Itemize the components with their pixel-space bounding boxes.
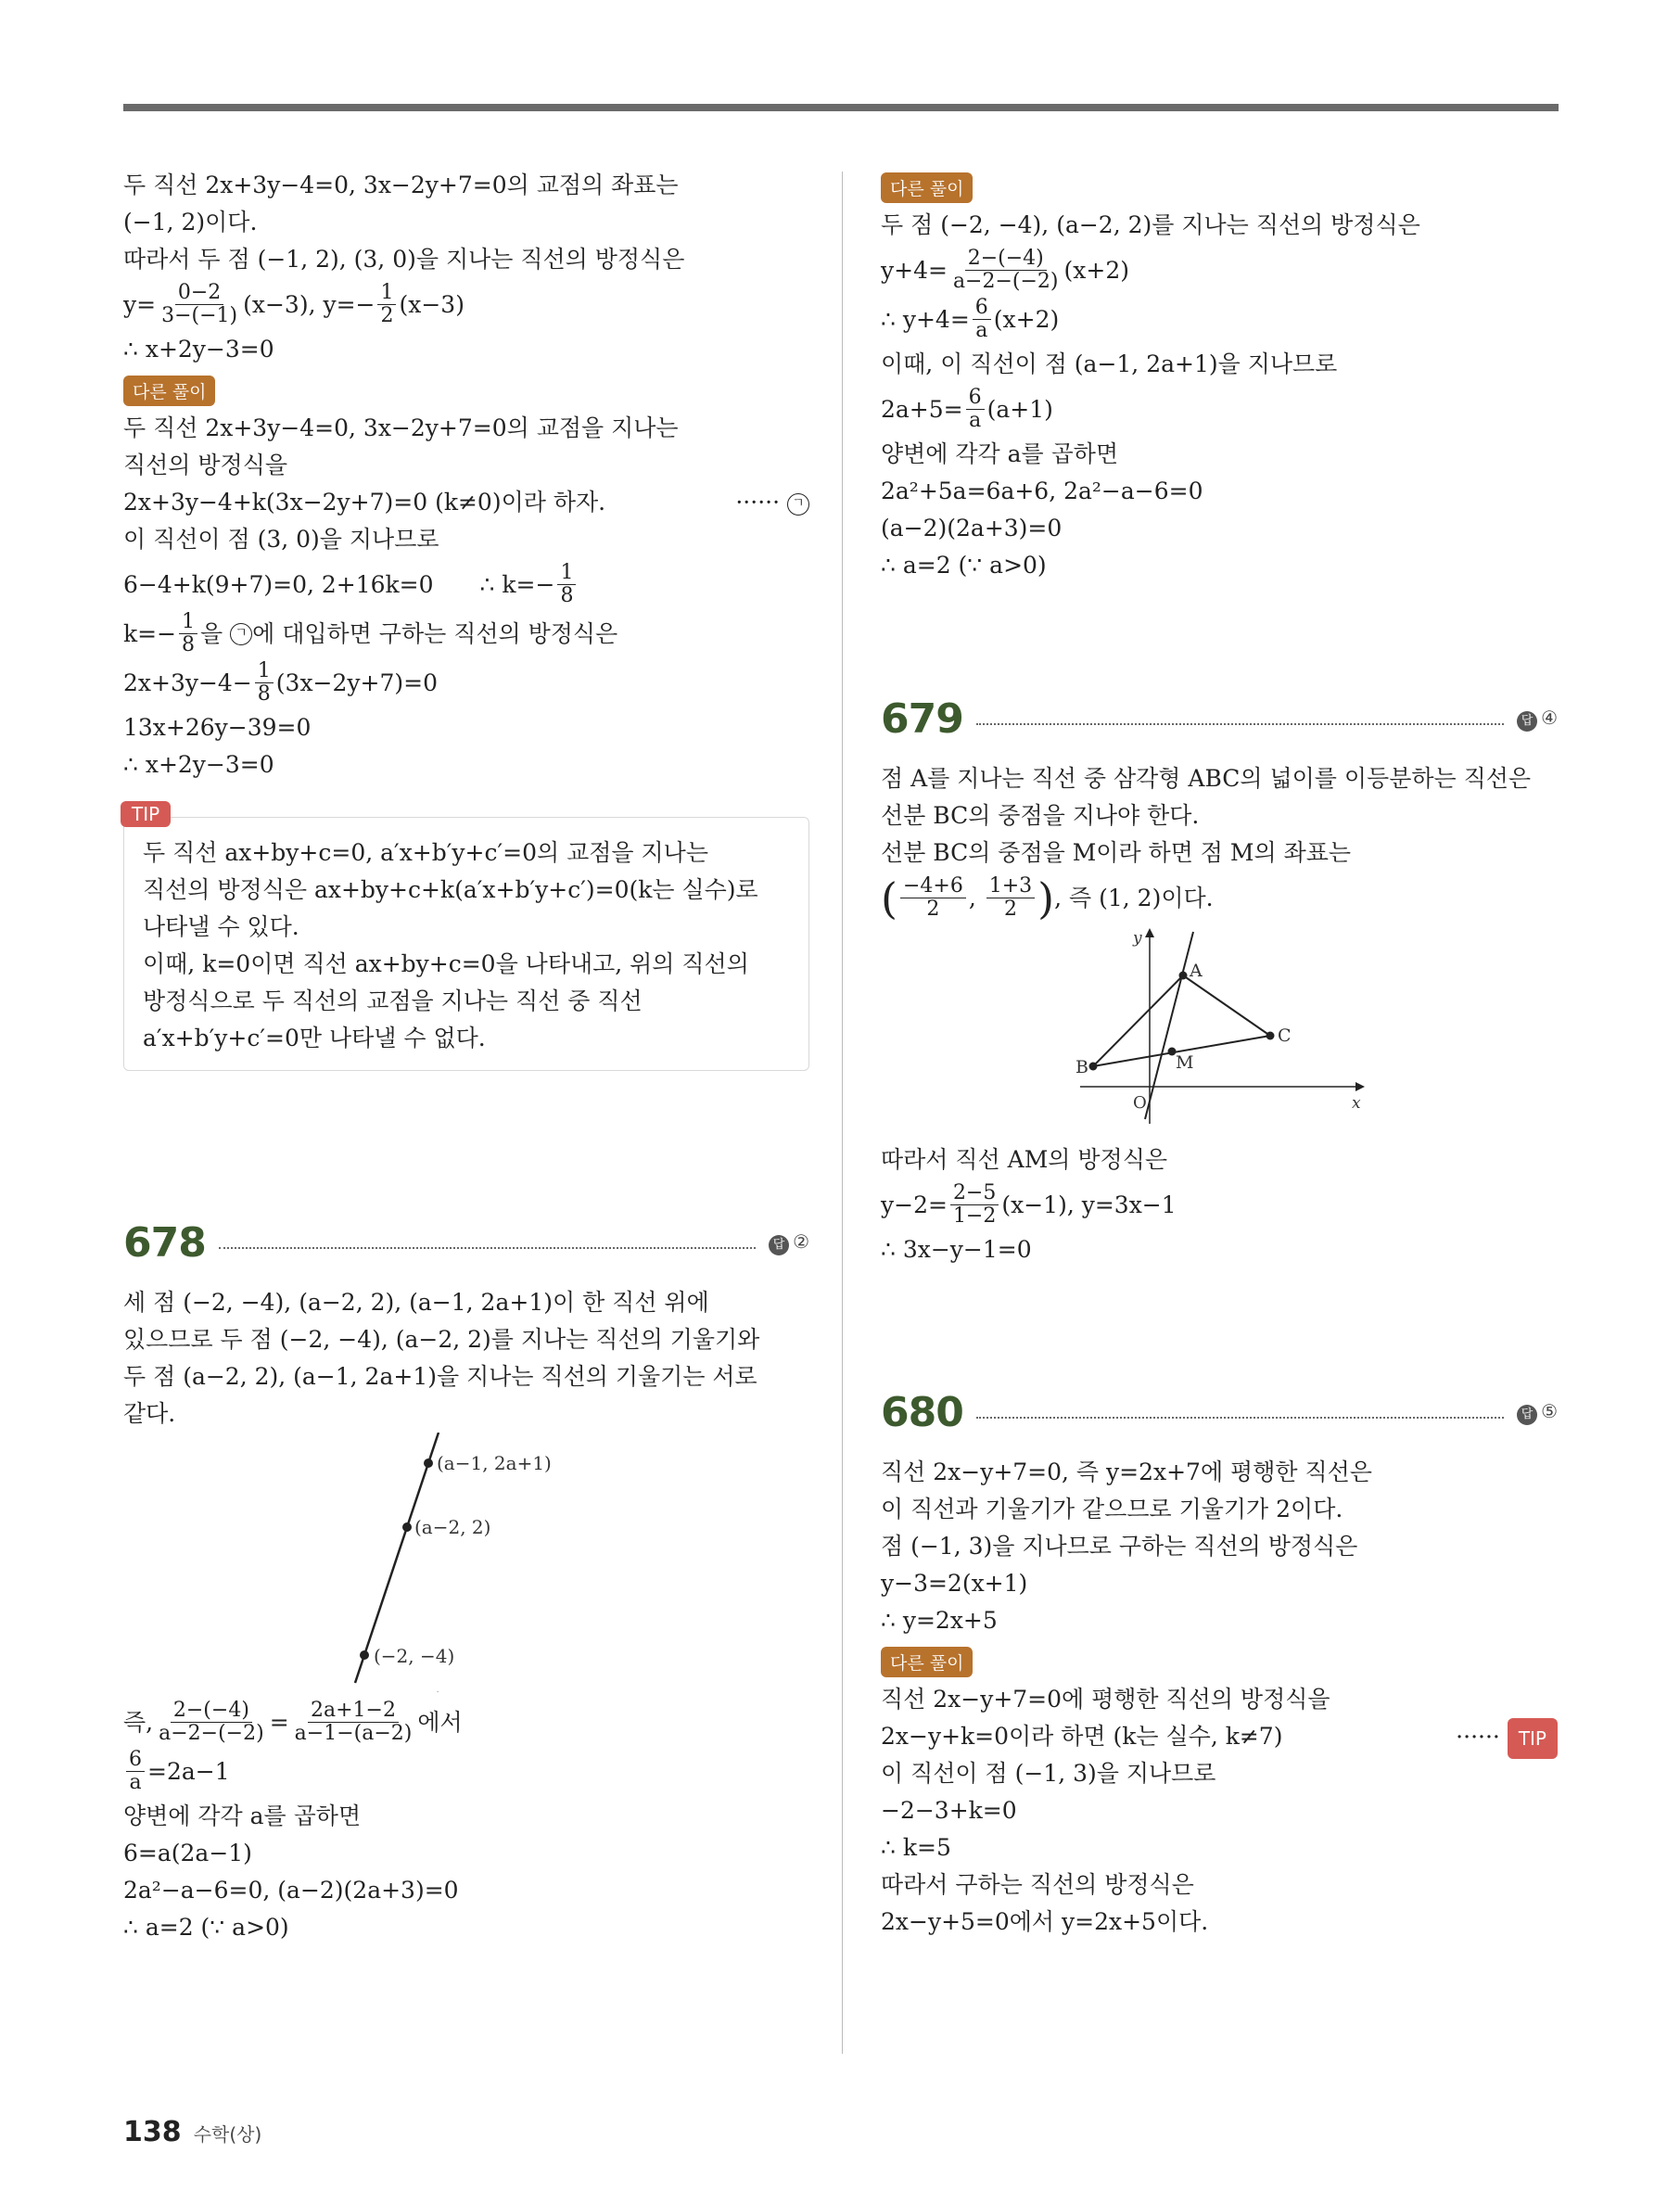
fraction	[986, 875, 1035, 921]
alt-solution-badge: 다른 풀이	[881, 172, 973, 203]
equation-line	[881, 1718, 1558, 1755]
eq-text: =	[269, 1708, 289, 1736]
denominator: a	[129, 1771, 142, 1794]
numerator: 2−5	[950, 1182, 999, 1205]
text-line: 2x−y+5=0에서 y=2x+5이다.	[881, 1908, 1209, 1935]
denominator: 8	[560, 584, 574, 607]
left-column	[123, 167, 809, 1946]
numerator: 1	[255, 660, 274, 683]
numerator: 6	[966, 387, 985, 410]
answer-badge	[1517, 1400, 1558, 1425]
answer-mark: 답	[1517, 711, 1537, 732]
equation-line	[123, 484, 809, 521]
numerator: −4+6	[900, 875, 966, 898]
label-o: O	[1133, 1093, 1147, 1113]
column-divider	[842, 172, 843, 2054]
text-line: 있으므로 두 점 (−2, −4), (a−2, 2)를 지나는 직선의 기울기와	[123, 1326, 760, 1353]
text-line: 13x+26y−39=0	[123, 714, 312, 741]
point-a	[1179, 972, 1188, 980]
dotted-leader	[976, 723, 1504, 725]
eq-text: (x+2)	[993, 305, 1060, 333]
numerator: 1+3	[986, 875, 1035, 898]
equation-line	[123, 611, 809, 656]
text-line: 직선 2x−y+7=0에 평행한 직선의 방정식을	[881, 1686, 1330, 1713]
text-line: 점 (−1, 3)을 지나므로 구하는 직선의 방정식은	[881, 1533, 1358, 1560]
eq-text: (x−1), y=3x−1	[1001, 1191, 1177, 1218]
problem-header-680	[881, 1380, 1558, 1445]
denominator: 8	[257, 682, 271, 706]
point-2	[402, 1522, 412, 1532]
dotted-leader	[219, 1247, 756, 1249]
problem-number: 679	[881, 694, 963, 743]
eq-text: (x−3)	[399, 290, 465, 318]
point-c	[1266, 1032, 1275, 1040]
circled-label: ㄱ	[787, 493, 809, 516]
paren-close: )	[1037, 873, 1055, 924]
circled-label: ㄱ	[230, 623, 252, 645]
eq-text: 즉,	[123, 1708, 154, 1736]
denominator: 8	[182, 633, 196, 656]
fraction	[973, 297, 991, 342]
label-y: y	[1133, 929, 1142, 948]
result-line: ∴ a=2 (∵ a>0)	[881, 552, 1047, 579]
side-ac	[1183, 975, 1270, 1036]
eq-text: k=−	[123, 619, 177, 647]
fraction	[950, 248, 1062, 293]
eq-text: 2x+3y−4−	[123, 669, 252, 696]
equation-line	[881, 1182, 1558, 1228]
result-line: ∴ k=5	[881, 1834, 951, 1861]
comma: ,	[968, 884, 984, 911]
equation-line	[123, 1700, 809, 1745]
alt-solution-badge: 다른 풀이	[123, 376, 215, 406]
eq-text: (x−3), y=−	[243, 290, 375, 318]
text-line: 두 점 (−2, −4), (a−2, 2)를 지나는 직선의 방정식은	[881, 211, 1420, 238]
fraction	[179, 611, 197, 656]
denominator: a−2−(−2)	[952, 270, 1059, 293]
eq-text: , 즉 (1, 2)이다.	[1054, 884, 1214, 911]
text-line: 따라서 구하는 직선의 방정식은	[881, 1871, 1194, 1898]
y-axis-arrow	[1145, 928, 1154, 937]
label-a: A	[1190, 961, 1203, 981]
numerator: 6	[126, 1749, 145, 1772]
fraction	[900, 875, 966, 921]
result-line: ∴ y=2x+5	[881, 1607, 998, 1634]
denominator: 2	[380, 304, 394, 327]
triangle-diagram	[881, 924, 1558, 1138]
denominator: a	[969, 409, 982, 432]
fraction	[557, 562, 576, 607]
result-line: ∴ a=2 (∵ a>0)	[123, 1914, 289, 1941]
eq-text: ∴ y+4=	[881, 305, 970, 333]
fraction	[292, 1700, 415, 1745]
equation-line	[881, 297, 1558, 342]
text-line: 2a²−a−6=0, (a−2)(2a+3)=0	[123, 1877, 459, 1904]
numerator: 2−(−4)	[171, 1700, 252, 1723]
answer-mark: 답	[1517, 1405, 1537, 1425]
answer-value: ②	[793, 1229, 809, 1253]
text-line: 양변에 각각 a를 곱하면	[123, 1802, 362, 1829]
marker-dots: ······	[735, 489, 781, 516]
point-label: (a−1, 2a+1)	[437, 1452, 552, 1474]
equation-line	[881, 387, 1558, 432]
numerator: 6	[973, 297, 991, 320]
text-line: 두 직선 2x+3y−4=0, 3x−2y+7=0의 교점을 지나는	[123, 414, 679, 441]
text-line: 이 직선이 점 (3, 0)을 지나므로	[123, 526, 439, 553]
eq-text: ∴ k=−	[479, 570, 555, 598]
label-c: C	[1278, 1025, 1292, 1046]
denominator: 1−2	[952, 1204, 997, 1228]
page-number: 138	[123, 2116, 182, 2148]
text-line: 선분 BC의 중점을 지나야 한다.	[881, 802, 1200, 829]
text-line: 선분 BC의 중점을 M이라 하면 점 M의 좌표는	[881, 839, 1352, 866]
dotted-leader	[976, 1417, 1504, 1419]
equation-line	[123, 660, 809, 706]
text-line: 점 A를 지나는 직선 중 삼각형 ABC의 넓이를 이등분하는 직선은	[881, 765, 1532, 792]
text-line: 6=a(2a−1)	[123, 1840, 252, 1866]
point-b	[1089, 1063, 1098, 1071]
denominator: 2	[926, 898, 940, 921]
tip-line: 이때, k=0이면 직선 ax+by+c=0을 나타내고, 위의 직선의	[143, 950, 749, 977]
text-line: 이때, 이 직선이 점 (a−1, 2a+1)을 지나므로	[881, 350, 1338, 377]
equation-line	[881, 248, 1558, 293]
fraction	[950, 1182, 999, 1228]
eq-text: y=	[123, 290, 157, 318]
line-am	[1145, 932, 1193, 1119]
alt-solution-badge: 다른 풀이	[881, 1647, 973, 1677]
tip-label: TIP	[1508, 1718, 1558, 1759]
text-line: 두 점 (a−2, 2), (a−1, 2a+1)을 지나는 직선의 기울기는 서로	[123, 1363, 757, 1390]
text-line: 따라서 두 점 (−1, 2), (3, 0)을 지나는 직선의 방정식은	[123, 246, 685, 273]
denominator: a−2−(−2)	[159, 1722, 264, 1745]
eq-text: (a+1)	[986, 395, 1053, 423]
eq-text: 2x+3y−4+k(3x−2y+7)=0 (k≠0)이라 하자.	[123, 489, 606, 516]
equation-line	[123, 1749, 809, 1794]
answer-badge	[769, 1230, 809, 1255]
tip-line: a′x+b′y+c′=0만 나타낼 수 없다.	[143, 1025, 486, 1051]
eq-text: y−2=	[881, 1191, 948, 1218]
eq-text: 6−4+k(9+7)=0, 2+16k=0	[123, 570, 434, 598]
text-line: 직선 2x−y+7=0, 즉 y=2x+7에 평행한 직선은	[881, 1459, 1372, 1485]
text-line: 직선의 방정식을	[123, 452, 287, 478]
text-line: 양변에 각각 a를 곱하면	[881, 440, 1119, 467]
tip-line: 직선의 방정식은 ax+by+c+k(a′x+b′y+c′)=0(k는 실수)로	[143, 876, 758, 903]
answer-badge	[1517, 707, 1558, 732]
problem-number: 680	[881, 1388, 963, 1436]
top-rule	[123, 104, 1559, 111]
eq-text: (x+2)	[1063, 256, 1129, 284]
tip-line: 나타낼 수 있다.	[143, 913, 299, 940]
result-line: ∴ x+2y−3=0	[123, 751, 274, 778]
eq-text: 에서	[417, 1708, 463, 1736]
fraction	[377, 282, 396, 327]
denominator: a−1−(a−2)	[294, 1722, 413, 1745]
x-axis-arrow	[1355, 1082, 1365, 1091]
fraction	[159, 282, 240, 327]
denominator: a	[975, 319, 988, 342]
eq-text: y+4=	[881, 256, 948, 284]
problem-header-679	[881, 686, 1558, 751]
fraction	[255, 660, 274, 706]
text-line: 따라서 직선 AM의 방정식은	[881, 1146, 1167, 1173]
answer-value: ⑤	[1541, 1399, 1558, 1422]
point-1	[424, 1459, 433, 1468]
result-line: ∴ x+2y−3=0	[123, 336, 274, 363]
tip-box	[123, 803, 809, 1071]
eq-text: =2a−1	[147, 1757, 230, 1785]
text-line: 2a²+5a=6a+6, 2a²−a−6=0	[881, 478, 1203, 504]
answer-value: ④	[1541, 706, 1558, 729]
text-line: 이 직선과 기울기가 같으므로 기울기가 2이다.	[881, 1496, 1343, 1522]
denominator: 2	[1003, 898, 1017, 921]
text-line: −2−3+k=0	[881, 1797, 1017, 1824]
text-line: (a−2)(2a+3)=0	[881, 515, 1063, 541]
text-line: 이 직선이 점 (−1, 3)을 지나므로	[881, 1760, 1216, 1787]
problem-number: 678	[123, 1218, 206, 1267]
answer-mark: 답	[769, 1235, 789, 1255]
numerator: 2a+1−2	[308, 1700, 399, 1723]
paren-open: (	[881, 873, 897, 924]
label-x: x	[1352, 1094, 1361, 1113]
numerator: 2−(−4)	[965, 248, 1047, 271]
text-line: 같다.	[123, 1400, 176, 1427]
denominator: 3−(−1)	[161, 304, 238, 327]
tip-label: TIP	[121, 801, 171, 827]
numerator: 1	[179, 611, 197, 634]
label-b: B	[1075, 1057, 1088, 1077]
tip-line: 방정식으로 두 직선의 교점을 지나는 직선 중 직선	[143, 987, 643, 1014]
numerator: 1	[557, 562, 576, 585]
label-m: M	[1176, 1052, 1194, 1073]
eq-text: 2a+5=	[881, 395, 963, 423]
eq-text: 에 대입하면 구하는 직선의 방정식은	[252, 619, 618, 647]
collinear-points-diagram	[123, 1433, 809, 1692]
text-line: 두 직선 2x+3y−4=0, 3x−2y+7=0의 교점의 좌표는	[123, 172, 679, 198]
book-title: 수학(상)	[193, 2123, 262, 2146]
point-3	[360, 1650, 369, 1660]
eq-text: 을	[200, 619, 223, 647]
numerator: 1	[377, 282, 396, 305]
text-line: y−3=2(x+1)	[881, 1570, 1028, 1597]
fraction	[126, 1749, 145, 1794]
equation-marker	[1456, 1718, 1558, 1759]
eq-text: 2x−y+k=0이라 하면 (k는 실수, k≠7)	[881, 1723, 1283, 1750]
fraction	[156, 1700, 267, 1745]
fraction	[966, 387, 985, 432]
eq-text: (3x−2y+7)=0	[275, 669, 438, 696]
equation-line	[123, 282, 809, 327]
right-column	[881, 167, 1558, 1941]
marker-dots: ······	[1456, 1723, 1500, 1751]
result-line: ∴ 3x−y−1=0	[881, 1236, 1032, 1263]
equation-line	[881, 873, 1558, 924]
text-line: (−1, 2)이다.	[123, 209, 258, 236]
text-line: 세 점 (−2, −4), (a−2, 2), (a−1, 2a+1)이 한 직선 위에	[123, 1289, 709, 1316]
problem-header-678	[123, 1210, 809, 1275]
equation-marker	[735, 484, 809, 521]
tip-line: 두 직선 ax+by+c=0, a′x+b′y+c′=0의 교점을 지나는	[143, 839, 708, 866]
equation-line	[123, 562, 809, 607]
numerator: 0−2	[175, 282, 223, 305]
page-footer	[123, 2116, 261, 2148]
point-label: (a−2, 2)	[414, 1516, 491, 1538]
point-label: (−2, −4)	[374, 1645, 455, 1667]
